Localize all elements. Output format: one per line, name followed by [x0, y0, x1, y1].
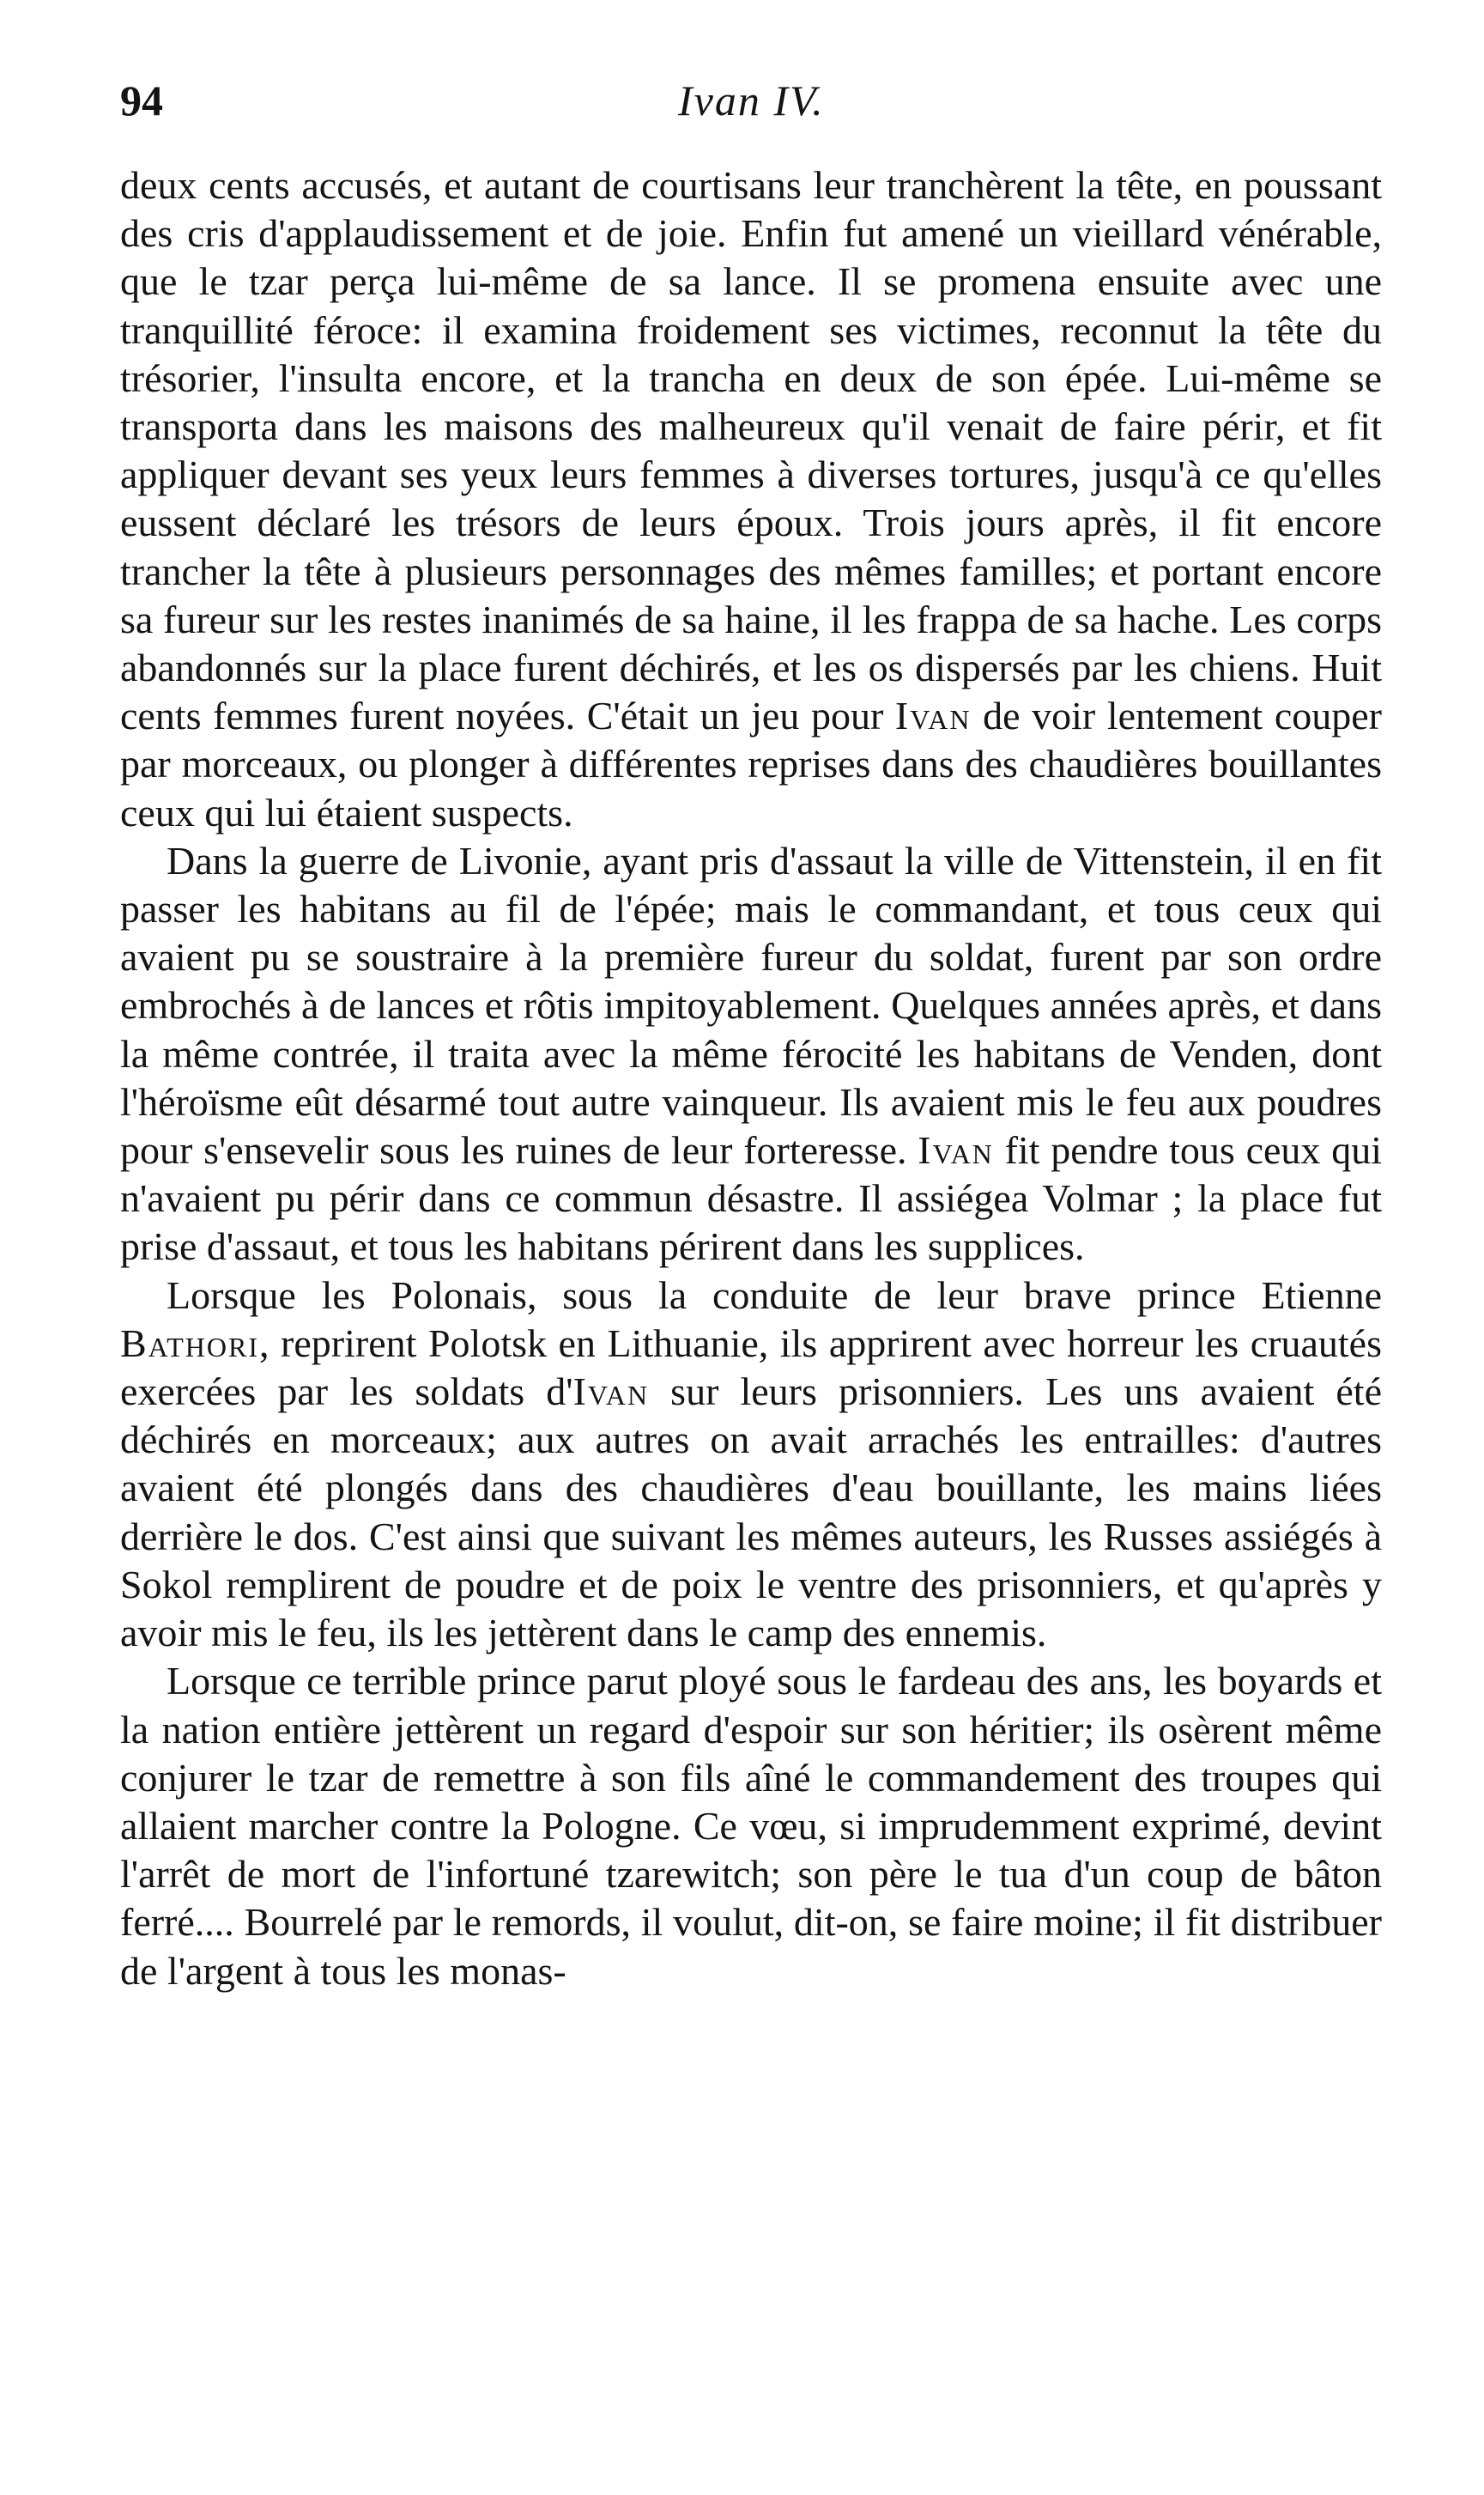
- text-run: fit pendre tous ceux qui n'avaient pu périr dans ce commun désastre. Il assiégea Volmar ; la place fut prise d'assaut, et tous les habitans périrent dans les supplices.: [120, 1128, 1382, 1269]
- paragraph: [120, 1272, 1382, 1658]
- text-run: , reprirent Polotsk en Lithuanie, ils apprirent avec horreur les cruautés exercées par les soldats d': [120, 1320, 1382, 1414]
- page-number: 94: [120, 76, 163, 124]
- text-run: Dans la guerre de Livonie, ayant pris d'assaut la ville de Vittenstein, il en fit passer les habitans au fil de l'épée; mais le commandant, et tous ceux qui avaient pu se soustraire à la première fureur du soldat, furent par son ordre embrochés à de lances et rôtis impitoyablement. Quelques années après, et dans la même contrée, il traita avec la même férocité les habitans de Venden, dont l'héroïsme eût désarmé tout autre vainqueur. Ils avaient mis le feu aux poudres pour s'ensevelir sous les ruines de leur forteresse.: [120, 838, 1382, 1173]
- text-run: Lorsque les Polonais, sous la conduite de leur brave prince Etienne: [167, 1272, 1382, 1317]
- text-run: Lorsque ce terrible prince parut ployé sous le fardeau des ans, les boyards et la nation entière jettèrent un regard d'espoir sur son héritier; ils osèrent même conjurer le tzar de remettre à son fils aîné le commandement des troupes qui allaient marcher contre la Pologne. Ce vœu, si imprudemment exprimé, devint l'arrêt de mort de l'infortuné tzarewitch; son père le tua d'un coup de bâton ferré.... Bourrelé par le remords, il voulut, dit-on, se faire moine; il fit distribuer de l'argent à tous les monas-: [120, 1659, 1382, 1993]
- page-header: [120, 70, 1390, 131]
- name-ivan: Ivan: [894, 694, 972, 738]
- body-text: [120, 161, 1382, 1995]
- name-bathori: Bathori: [120, 1320, 260, 1365]
- paragraph: [120, 161, 1382, 837]
- text-run: deux cents accusés, et autant de courtisans leur tranchèrent la tête, en poussant des cris d'applaudissement et de joie. Enfin fut amené un vieillard vénérable, que le tzar perça lui-même de sa lance. Il se promena ensuite avec une tranquillité féroce: il examina froidement ses victimes, reconnut la tête du trésorier, l'insulta encore, et la trancha en deux de son épée. Lui-même se transporta dans les maisons des malheureux qu'il venait de faire périr, et fit appliquer devant ses yeux leurs femmes à diverses tortures, jusqu'à ce qu'elles eussent déclaré les trésors de leurs époux. Trois jours après, il fit encore trancher la tête à plusieurs personnages des mêmes familles; et portant encore sa fureur sur les restes inanimés de sa haine, il les frappa de sa hache. Les corps abandonnés sur la place furent déchirés, et les os dispersés par les chiens. Huit cents femmes furent noyées. C'était un jeu pour: [120, 163, 1382, 738]
- text-run: sur leurs prisonniers. Les uns avaient été déchirés en morceaux; aux autres on avait arrachés les entrailles: d'autres avaient été plongés dans des chaudières d'eau bouillante, les mains liées derrière le dos. C'est ainsi que suivant les mêmes auteurs, les Russes assiégés à Sokol remplirent de poudre et de poix le ventre des prisonniers, et qu'après y avoir mis le feu, ils les jettèrent dans le camp des ennemis.: [120, 1369, 1382, 1655]
- paragraph: [120, 837, 1382, 1272]
- text-run: de voir lentement couper par morceaux, ou plonger à différentes reprises dans des chaudières bouillantes ceux qui lui étaient suspects.: [120, 694, 1382, 835]
- running-head: Ivan IV.: [678, 76, 825, 124]
- name-ivan: Ivan: [918, 1128, 994, 1173]
- name-ivan: Ivan: [572, 1369, 650, 1414]
- paragraph: [120, 1657, 1382, 1994]
